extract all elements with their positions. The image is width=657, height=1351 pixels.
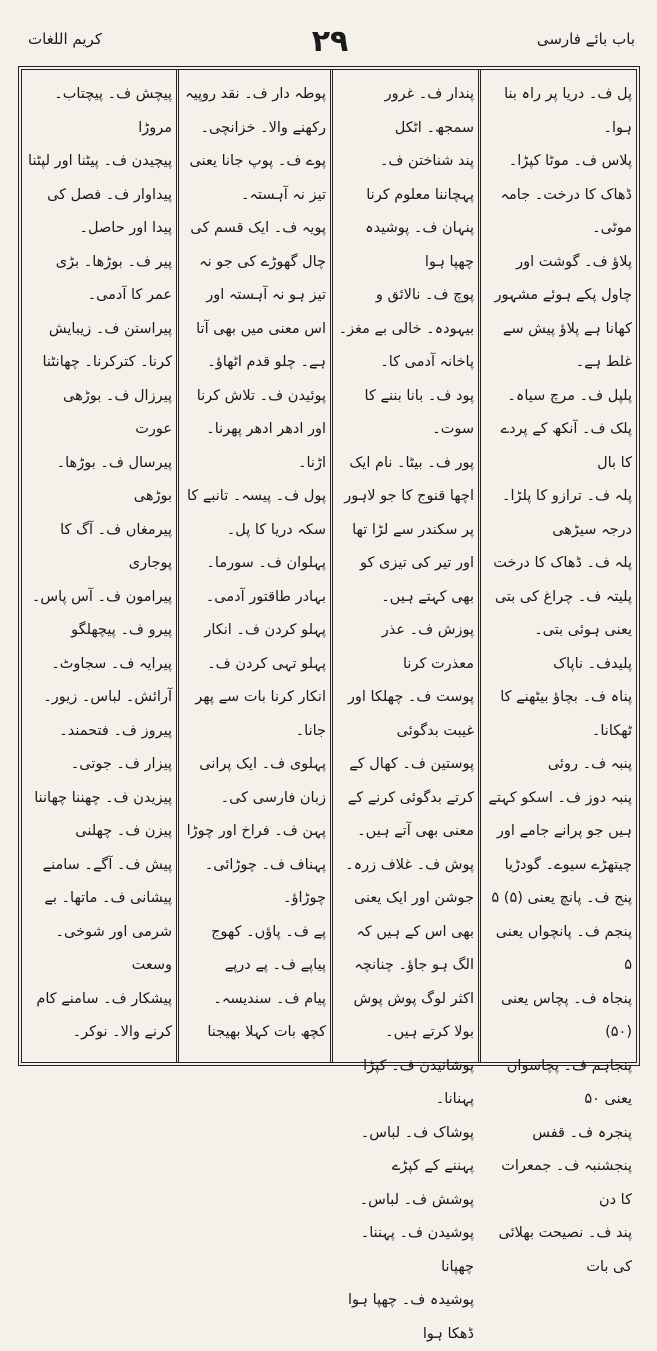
dictionary-entry: پہلو تہی کردن ف۔ انکار کرنا بات سے پھر جانا۔ xyxy=(195,655,326,739)
chapter-title: باب بائے فارسی xyxy=(536,30,635,48)
page-number: ۲۹ xyxy=(311,24,349,59)
dictionary-entry: پیچش ف۔ پیچتاب۔ مروڑا xyxy=(54,86,172,136)
book-title: کریم اللغات xyxy=(28,30,102,48)
column-3 xyxy=(178,70,332,1060)
dictionary-entry: پیرایہ ف۔ سجاوٹ۔ آرائش۔ لباس۔ زیور۔ xyxy=(43,655,172,705)
dictionary-entry: پلپل ف۔ مرچ سیاہ۔ xyxy=(507,387,632,404)
dictionary-entry: پنجاہم ف۔ پچاسواں یعنی ۵۰ xyxy=(506,1057,632,1107)
dictionary-entry: پیشانی ف۔ ماتھا۔ بے شرمی اور شوخی۔ وسعت xyxy=(44,890,172,973)
dictionary-entry: پوستین ف۔ کھال کے کرتے بدگوئی کرنے کے معنی بھی آتے ہیں۔ xyxy=(347,756,474,839)
dictionary-entry: پہلوان ف۔ سورما۔ بہادر طاقتور آدمی۔ xyxy=(205,555,326,605)
dictionary-entry: پوشش ف۔ لباس۔ xyxy=(359,1191,474,1208)
dictionary-entry: پہناف ف۔ چوڑائی۔ چوڑاؤ۔ xyxy=(204,856,326,906)
dictionary-entry: پیاپے ف۔ پے درپے xyxy=(224,957,326,973)
dictionary-entry: پناہ ف۔ بچاؤ بیٹھنے کا ٹھکانا۔ xyxy=(500,689,632,739)
dictionary-entry: پے ف۔ پاؤں۔ کھوج xyxy=(211,923,326,940)
dictionary-entry: پنجشنبہ ف۔ جمعرات کا دن xyxy=(501,1158,632,1208)
dictionary-entry: پیرمغاں ف۔ آگ کا پوجاری xyxy=(60,521,172,571)
dictionary-entry: پیزار ف۔ جوتی۔ xyxy=(70,756,172,772)
dictionary-entry: پوشیدہ ف۔ چھپا ہوا ڈھکا ہوا xyxy=(348,1292,474,1342)
dictionary-entry: پور ف۔ بیٹا۔ نام ایک اچھا قنوج کا جو لاہور پر سکندر سے لڑا تھا اور تیر کی تیزی کو بھی کہتے ہیں۔ xyxy=(344,454,474,605)
dictionary-entry: پیزن ف۔ چھلنی xyxy=(75,823,172,839)
dictionary-entry: پیرزال ف۔ بوڑھی عورت xyxy=(63,387,172,437)
dictionary-entry: پلہ ف۔ ترازو کا پلڑا۔ درجہ سیڑھی xyxy=(501,488,632,538)
dictionary-entry: پنجاہ ف۔ پچاس یعنی (۵۰) xyxy=(500,990,632,1040)
dictionary-entry: پیرو ف۔ پیچھلگو xyxy=(71,622,172,638)
dictionary-entry: پوچ ف۔ نالائق و بیہودہ۔ خالی بے مغز۔ پاخانہ آدمی کا۔ xyxy=(338,287,474,370)
dictionary-entry: پنج ف۔ پانچ یعنی (۵) ۵ xyxy=(491,890,632,906)
dictionary-entry: پوے ف۔ پوپ جانا یعنی تیز نہ آہستہ۔ xyxy=(189,153,326,203)
dictionary-entry: پنجم ف۔ پانچواں یعنی ۵ xyxy=(495,923,632,973)
dictionary-entry: پنبہ دوز ف۔ اسکو کہتے ہیں جو پرانے جامے اور چیتھڑے سیوے۔ گودڑیا xyxy=(488,789,632,873)
dictionary-entry: پنجرہ ف۔ قفس xyxy=(532,1124,632,1141)
dictionary-entry: پوشاک ف۔ لباس۔ پہننے کے کپڑے xyxy=(360,1124,474,1174)
dictionary-entry: پود ف۔ بانا بننے کا سوت۔ xyxy=(364,387,474,437)
dictionary-entry: پیرامون ف۔ آس پاس۔ xyxy=(31,588,172,605)
dictionary-entry: پیچیدن ف۔ پیٹنا اور لپٹنا xyxy=(28,153,172,169)
dictionary-entry: پنہان ف۔ پوشیدہ چھپا ہوا xyxy=(365,220,474,270)
dictionary-entry: پیروز ف۔ فتحمند۔ xyxy=(59,722,172,739)
dictionary-entry: پہلو کردن ف۔ انکار xyxy=(204,622,326,638)
dictionary-entry: پل ف۔ دریا پر راہ بنا ہوا۔ xyxy=(504,86,632,136)
dictionary-entry: پیرسال ف۔ بوڑھا۔ بوڑھی xyxy=(56,454,172,504)
column-1 xyxy=(480,70,638,1275)
dictionary-entry: پنبہ ف۔ روئی xyxy=(547,756,632,772)
dictionary-entry: پلیتہ ف۔ چراغ کی بتی یعنی ہوئی بتی۔ xyxy=(494,588,632,638)
dictionary-entry: پیشکار ف۔ سامنے کام کرنے والا۔ نوکر۔ xyxy=(36,990,172,1040)
dictionary-entry: پہن ف۔ فراخ اور چوڑا xyxy=(186,823,326,839)
dictionary-entry: پلہ ف۔ ڈھاک کا درخت xyxy=(493,555,632,571)
dictionary-entry: پوش ف۔ غلاف زرہ۔ جوشن اور ایک یعنی بھی اس کے ہیں کہ الگ ہو جاؤ۔ چنانچہ اکثر لوگ پوش پوش بولا کرتے ہیں۔ xyxy=(345,856,474,1040)
dictionary-entry: پویہ ف۔ ایک قسم کی چال گھوڑے کی جو نہ تیز ہو نہ آہستہ اور اس معنی میں بھی آتا ہے۔ چلو قدم اٹھاؤ۔ xyxy=(190,220,326,370)
dictionary-entry: پیراستن ف۔ زیبایش کرنا۔ کترکرنا۔ چھانٹنا xyxy=(42,320,172,370)
dictionary-entry: پوشانیدن ف۔ کپڑا پہنانا۔ xyxy=(363,1057,474,1107)
dictionary-entry: پوئیدن ف۔ تلاش کرنا اور ادھر ادھر پھرنا۔ اڑنا۔ xyxy=(196,387,326,471)
dictionary-entry: پلیدف۔ ناپاک xyxy=(553,655,632,672)
dictionary-entry: پندار ف۔ غرور سمجھ۔ اٹکل xyxy=(384,86,474,136)
column-4 xyxy=(22,70,178,1060)
dictionary-entry: پلاؤ ف۔ گوشت اور چاول پکے ہوئے مشہور کھانا ہے پلاؤ پیش سے غلط ہے۔ xyxy=(494,253,632,370)
dictionary-entry: پیر ف۔ بوڑھا۔ بڑی عمر کا آدمی۔ xyxy=(55,253,172,303)
dictionary-entry: پیش ف۔ آگے۔ سامنے xyxy=(42,856,172,873)
dictionary-entry: پلاس ف۔ موٹا کپڑا۔ ڈھاک کا درخت۔ جامہ موٹی۔ xyxy=(500,153,632,236)
dictionary-entry: پیام ف۔ سندیسہ۔ کچھ بات کہلا بھیجنا xyxy=(207,990,326,1040)
dictionary-entry: پلک ف۔ آنکھ کے پردے کا بال xyxy=(500,421,632,471)
dictionary-entry: پند ف۔ نصیحت بھلائی کی بات xyxy=(498,1225,632,1275)
dictionary-entry: پوست ف۔ چھلکا اور غیبت بدگوئی xyxy=(347,689,474,739)
dictionary-entry: پول ف۔ پیسہ۔ تانبے کا سکہ دریا کا پل۔ xyxy=(186,488,326,538)
dictionary-entry: پوشیدن ف۔ پہننا۔ چھپانا xyxy=(360,1225,474,1275)
dictionary-entry: پوطہ دار ف۔ نقد روپیہ رکھنے والا۔ خزانچی۔ xyxy=(185,86,326,136)
dictionary-entry: پیداوار ف۔ فصل کی پیدا اور حاصل۔ xyxy=(47,186,172,236)
dictionary-entry: پیزیدن ف۔ چھننا چھاننا xyxy=(34,789,172,806)
dictionary-entry: پند شناختن ف۔ پہچاننا معلوم کرنا xyxy=(366,153,474,203)
dictionary-entry: پہلوی ف۔ ایک پرانی زبان فارسی کی۔ xyxy=(199,756,326,806)
column-2 xyxy=(332,70,480,1342)
dictionary-entry: پوزش ف۔ عذر معذرت کرنا xyxy=(381,622,474,672)
